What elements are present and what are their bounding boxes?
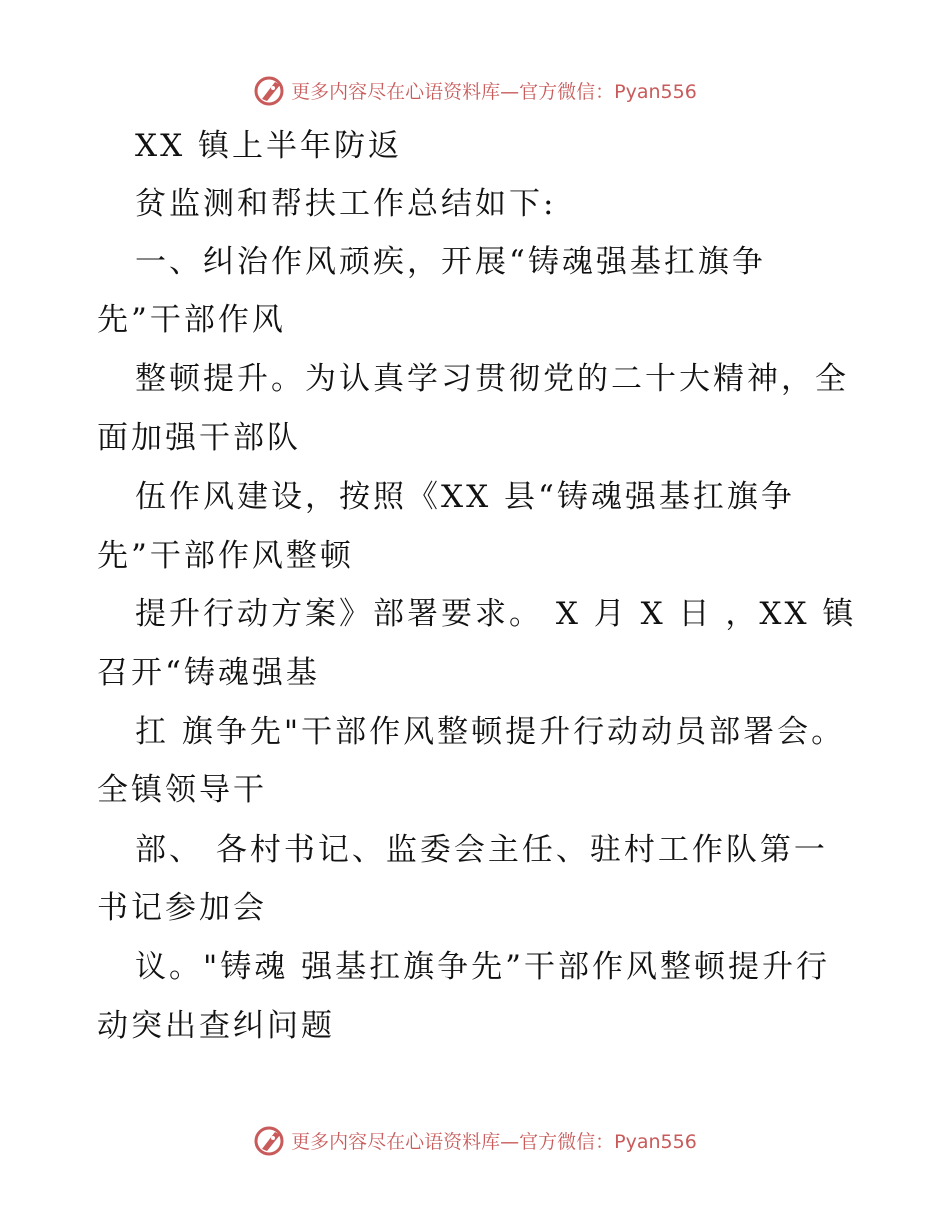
paragraph-line: 全镇领导干 <box>97 772 267 808</box>
pen-nib-circle-icon <box>253 1123 287 1157</box>
paragraph-line: 贫监测和帮扶工作总结如下: <box>135 186 557 222</box>
watermark-text: 更多内容尽在心语资料库—官方微信：Pyan556 <box>291 80 697 103</box>
paragraph-line: 整顿提升。为认真学习贯彻党的二十大精神，全 <box>135 361 849 397</box>
paragraph-line: 部、 各村书记、监委会主任、驻村工作队第一 <box>135 832 828 868</box>
paragraph-line: 扛 旗争先"干部作风整顿提升行动动员部署会。 <box>135 714 846 750</box>
paragraph-line: 提升行动方案》部署要求。 X 月 X 日 ，XX 镇 <box>135 596 857 632</box>
paragraph-line: 议。"铸魂 强基扛旗争先”干部作风整顿提升行 <box>135 949 830 985</box>
watermark-text: 更多内容尽在心语资料库—官方微信：Pyan556 <box>291 1130 697 1153</box>
paragraph-line: 先”干部作风整顿 <box>97 538 354 574</box>
paragraph-line: 召开“铸魂强基 <box>97 655 320 691</box>
paragraph-line: 伍作风建设，按照《XX 县“铸魂强基扛旗争 <box>135 479 795 515</box>
footer-watermark <box>0 1120 950 1160</box>
paragraph-line: 面加强干部队 <box>97 420 301 456</box>
paragraph-line: 一、纠治作风顽疾，开展“铸魂强基扛旗争 <box>135 244 766 280</box>
paragraph-line: 书记参加会 <box>97 890 267 926</box>
paragraph-line: XX 镇上半年防返 <box>135 128 402 164</box>
paragraph-line: 先”干部作风 <box>97 302 286 338</box>
paragraph-line: 动突出查纠问题 <box>97 1008 335 1044</box>
